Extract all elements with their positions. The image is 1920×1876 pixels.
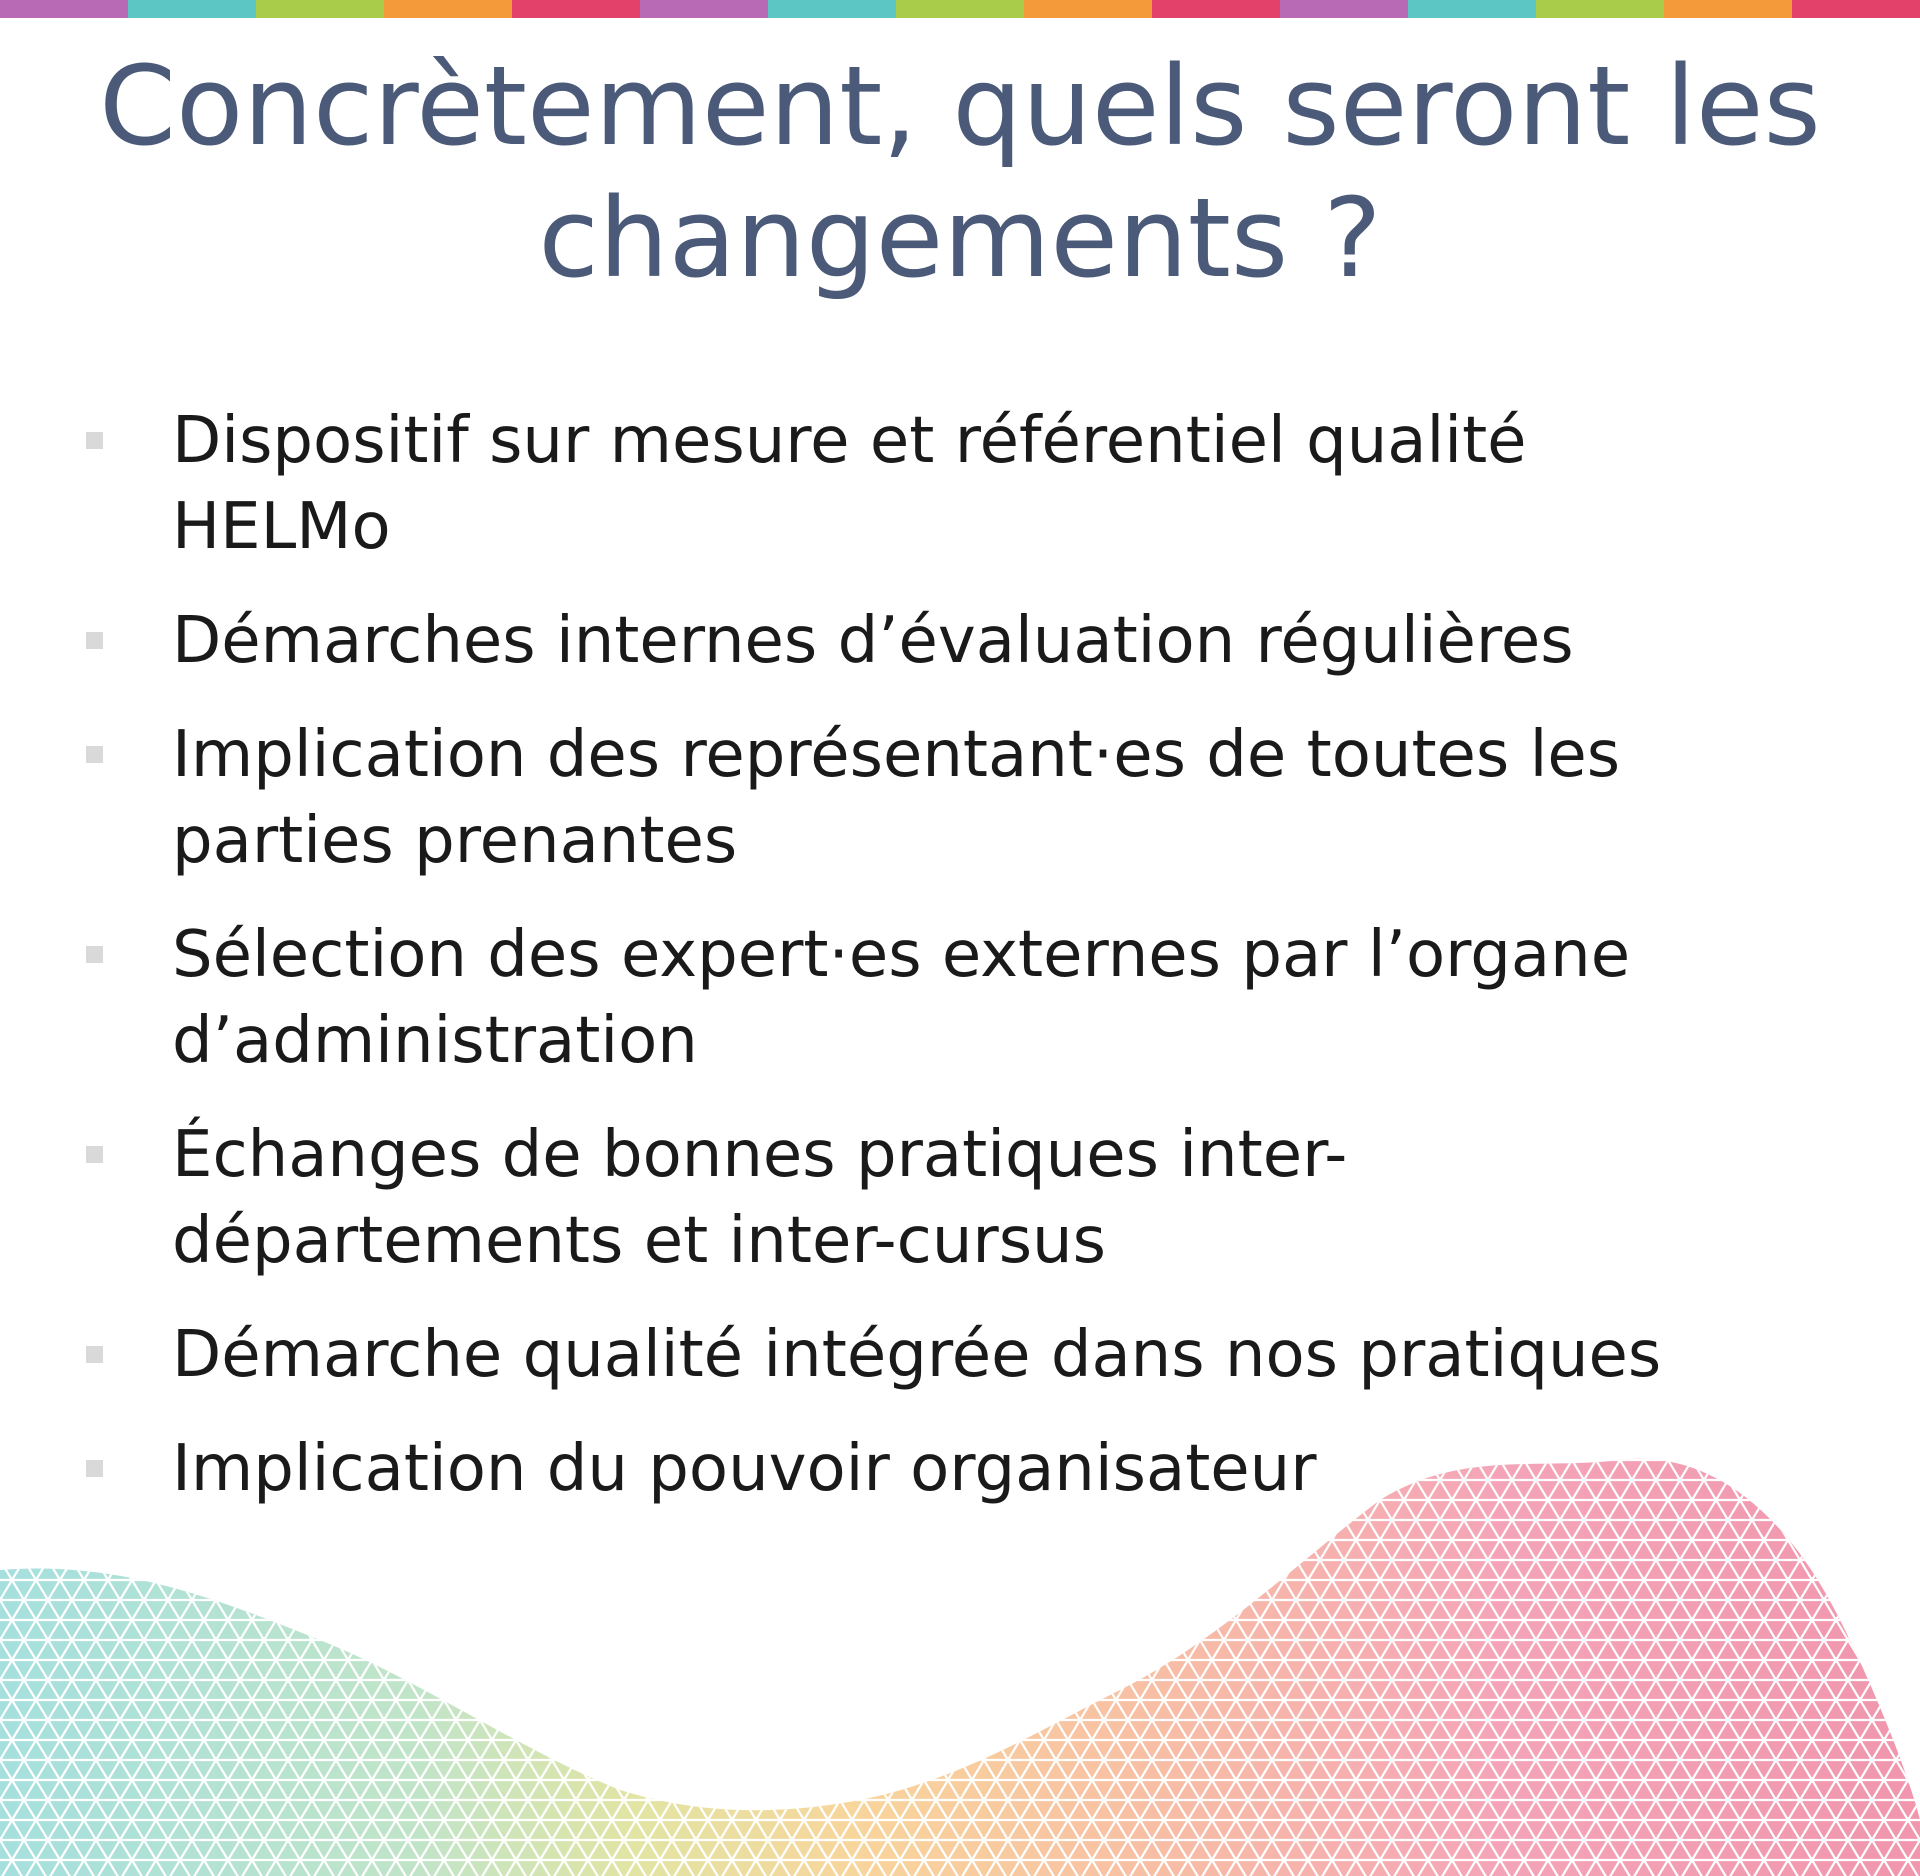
bullet-item: [80, 1112, 1760, 1284]
stripe-segment: [640, 0, 768, 18]
stripe-segment: [1280, 0, 1408, 18]
stripe-segment: [1152, 0, 1280, 18]
bullet-text: Démarches internes d’évaluation régulières: [172, 604, 1574, 678]
bullet-text: Sélection des expert·es externes par l’organe d’administration: [172, 918, 1631, 1078]
stripe-segment: [128, 0, 256, 18]
bullet-item: [80, 398, 1760, 570]
bullet-list: [80, 398, 1760, 1540]
bullet-text: Implication du pouvoir organisateur: [172, 1432, 1317, 1506]
top-color-stripe: [0, 0, 1920, 18]
bullet-text: Démarche qualité intégrée dans nos pratiques: [172, 1318, 1662, 1392]
square-bullet-icon: [86, 946, 103, 963]
square-bullet-icon: [86, 1346, 103, 1363]
stripe-segment: [0, 0, 128, 18]
bullet-item: [80, 912, 1760, 1084]
bullet-item: [80, 1312, 1760, 1398]
stripe-segment: [1408, 0, 1536, 18]
stripe-segment: [1536, 0, 1664, 18]
square-bullet-icon: [86, 632, 103, 649]
bullet-text: Dispositif sur mesure et référentiel qualité HELMo: [172, 404, 1527, 564]
bullet-item: [80, 712, 1760, 884]
slide-title: Concrètement, quels seront les changements ?: [99, 42, 1821, 302]
stripe-segment: [768, 0, 896, 18]
stripe-segment: [1792, 0, 1920, 18]
bullet-text: Échanges de bonnes pratiques inter-départements et inter-cursus: [172, 1118, 1348, 1278]
stripe-segment: [1664, 0, 1792, 18]
stripe-segment: [512, 0, 640, 18]
bullet-item: [80, 598, 1760, 684]
stripe-segment: [1024, 0, 1152, 18]
square-bullet-icon: [86, 432, 103, 449]
bullet-text: Implication des représentant·es de toutes les parties prenantes: [172, 718, 1621, 878]
stripe-segment: [896, 0, 1024, 18]
stripe-segment: [384, 0, 512, 18]
stripe-segment: [256, 0, 384, 18]
square-bullet-icon: [86, 1460, 103, 1477]
square-bullet-icon: [86, 1146, 103, 1163]
square-bullet-icon: [86, 746, 103, 763]
bullet-item: [80, 1426, 1760, 1512]
